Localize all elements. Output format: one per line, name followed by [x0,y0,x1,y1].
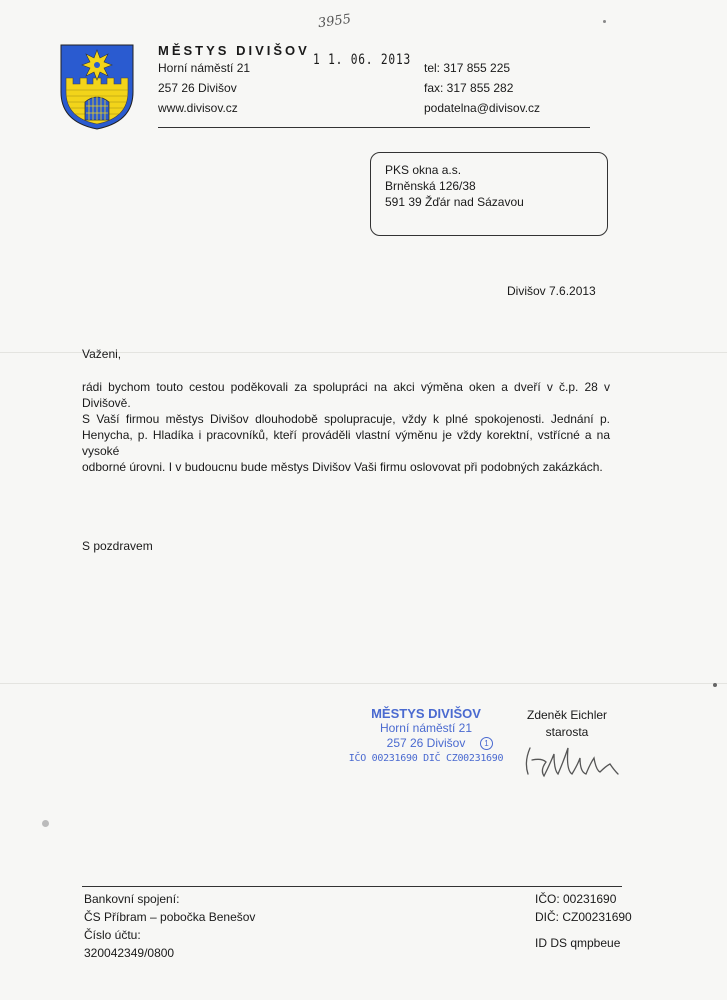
data-box-id: ID DS qmpbeue [535,936,621,950]
org-website-link[interactable]: www.divisov.cz [158,101,238,115]
org-street: Horní náměstí 21 [158,61,251,75]
recipient-city: 591 39 Žďár nad Sázavou [385,195,524,209]
coat-of-arms-icon [60,44,134,130]
account-number: 320042349/0800 [84,946,175,960]
recipient-street: Brněnská 126/38 [385,179,476,193]
stamp-ids: IČO 00231690 DIČ CZ00231690 [348,753,504,764]
letter-line: Henycha, p. Hladíka i pracovníků, kteří prováděli vlastní výměnu je vždy korektní, vstřícné a na vysoké [82,428,610,458]
header-divider [158,127,590,128]
letter-line: odborné úrovni. I v budoucnu bude městys Divišov Vaši firmu oslovovat při podobných zakázkách. [82,460,603,474]
official-stamp [346,706,506,766]
stamp-title: MĚSTYS DIVIŠOV [371,706,481,721]
ico: IČO: 00231690 [535,892,617,906]
footer-divider [82,886,622,887]
bank-label: Bankovní spojení: [84,892,180,906]
dic: DIČ: CZ00231690 [535,910,632,924]
tax-ids [535,890,632,926]
bank-name: ČS Příbram – pobočka Benešov [84,910,256,924]
scan-speck [713,683,717,687]
paper-fold-line [0,683,727,684]
signer-block [527,707,607,741]
org-city: 257 26 Divišov [158,81,237,95]
org-contacts [424,58,540,118]
signer-name: Zdeněk Eichler [527,708,608,722]
signer-role: starosta [545,725,589,739]
org-address [158,58,250,118]
place-and-date: Divišov 7.6.2013 [507,284,596,298]
recipient-address [385,162,524,210]
received-date-stamp: 1 1. 06. 2013 [313,52,412,68]
stamp-number: 1 [480,737,493,750]
signature-icon [520,740,624,784]
account-label: Číslo účtu: [84,928,141,942]
scan-speck [42,820,49,827]
org-tel: tel: 317 855 225 [424,61,511,75]
registration-number: 3955 [317,11,352,32]
closing: S pozdravem [82,539,153,553]
greeting: Važeni, [82,347,122,361]
letter-line: S Vaší firmou městys Divišov dlouhodobě spolupracuje, vždy k plné spokojenosti. Jednání p. [82,412,610,426]
bank-details [84,890,255,962]
org-fax: fax: 317 855 282 [424,81,514,95]
org-email-link[interactable]: podatelna@divisov.cz [424,101,541,115]
org-name: MĚSTYS DIVIŠOV [158,43,310,58]
letter-body [82,379,610,475]
scan-speck [603,20,606,23]
letter-line: rádi bychom touto cestou poděkovali za spolupráci na akci výměna oken a dveří v č.p. 28 v Divišově. [82,380,610,410]
stamp-street: Horní náměstí 21 [379,721,473,735]
recipient-name: PKS okna a.s. [385,163,462,177]
stamp-city: 257 26 Divišov [386,736,466,750]
